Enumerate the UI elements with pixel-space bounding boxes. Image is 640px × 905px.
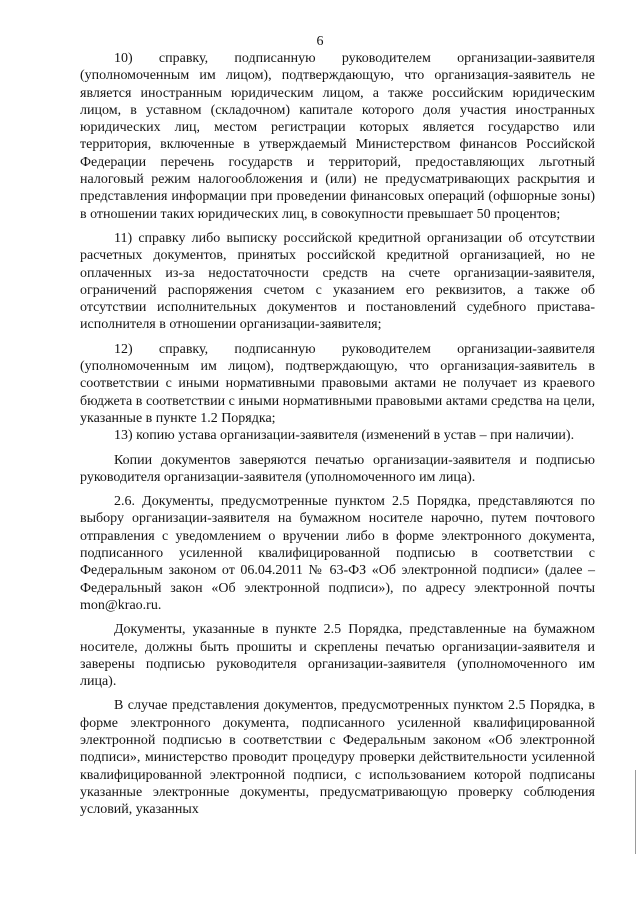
scan-edge-line xyxy=(635,770,636,854)
page-number: 6 xyxy=(316,34,324,49)
paragraph-paper-documents: Документы, указанные в пункте 2.5 Порядка, представленные на бумажном носителе, должны быть прошиты и скреплены печатью организации-заявителя и заверены подписью руководителя организации-заявителя (уполномоченного им лица). xyxy=(80,622,595,690)
document-body xyxy=(80,50,595,818)
paragraph-item-12: 12) справку, подписанную руководителем организации-заявителя (уполномоченным им лицом), подтверждающую, что организация-заявитель в соответствии с иными нормативными правовыми актами не получает из краевого бюджета в соответствии с иными нормативными правовыми актами средства на цели, указанные в пункте 1.2 Порядка; xyxy=(80,341,595,426)
paragraph-electronic-documents: В случае представления документов, предусмотренных пунктом 2.5 Порядка, в форме электронного документа, подписанного усиленной квалифицированной электронной подписью в соответствии с Федеральным законом «Об электронной подписи», министерство проводит процедуру проверки действительности усиленной квалифицированной электронной подписи, с использованием которой подписаны указанные электронные документы, предусматривающую проверку соблюдения условий, указанных xyxy=(80,698,595,818)
paragraph-2-6: 2.6. Документы, предусмотренные пунктом 2.5 Порядка, представляются по выбору организации-заявителя на бумажном носителе нарочно, путем почтового отправления с уведомлением о вручении либо в форме электронного документа, подписанного усиленной квалифицированной подписью в соответствии с Федеральным законом от 06.04.2011 № 63-ФЗ «Об электронной подписи» (далее – Федеральный закон «Об электронной подписи»), по адресу электронной почты mon@krao.ru. xyxy=(80,494,595,613)
paragraph-copies-certification: Копии документов заверяются печатью организации-заявителя и подписью руководителя организации-заявителя (уполномоченного им лица). xyxy=(80,452,595,485)
paragraph-item-11: 11) справку либо выписку российской кредитной организации об отсутствии расчетных документов, принятых российской кредитной организацией, но не оплаченных из-за недостаточности средств на счете организации-заявителя, ограничений распоряжения счетом с указанием его реквизитов, а также об отсутствии исполнительных документов и постановлений судебного пристава-исполнителя в отношении организации-заявителя; xyxy=(80,230,595,333)
paragraph-item-10: 10) справку, подписанную руководителем организации-заявителя (уполномоченным им лицом), подтверждающую, что организация-заявитель не является иностранным юридическим лицом, а также российским юридическим лицом, в уставном (складочном) капитале которого доля участия иностранных юридических лиц, местом регистрации которых является государство или территория, включенные в утверждаемый Министерством финансов Российской Федерации перечень государств и территорий, предоставляющих льготный налоговый режим налогообложения и (или) не предусматривающих раскрытия и представления информации при проведении финансовых операций (офшорные зоны) в отношении таких юридических лиц, в совокупности превышает 50 процентов; xyxy=(80,51,595,222)
paragraph-item-13: 13) копию устава организации-заявителя (изменений в устав – при наличии). xyxy=(114,428,575,444)
